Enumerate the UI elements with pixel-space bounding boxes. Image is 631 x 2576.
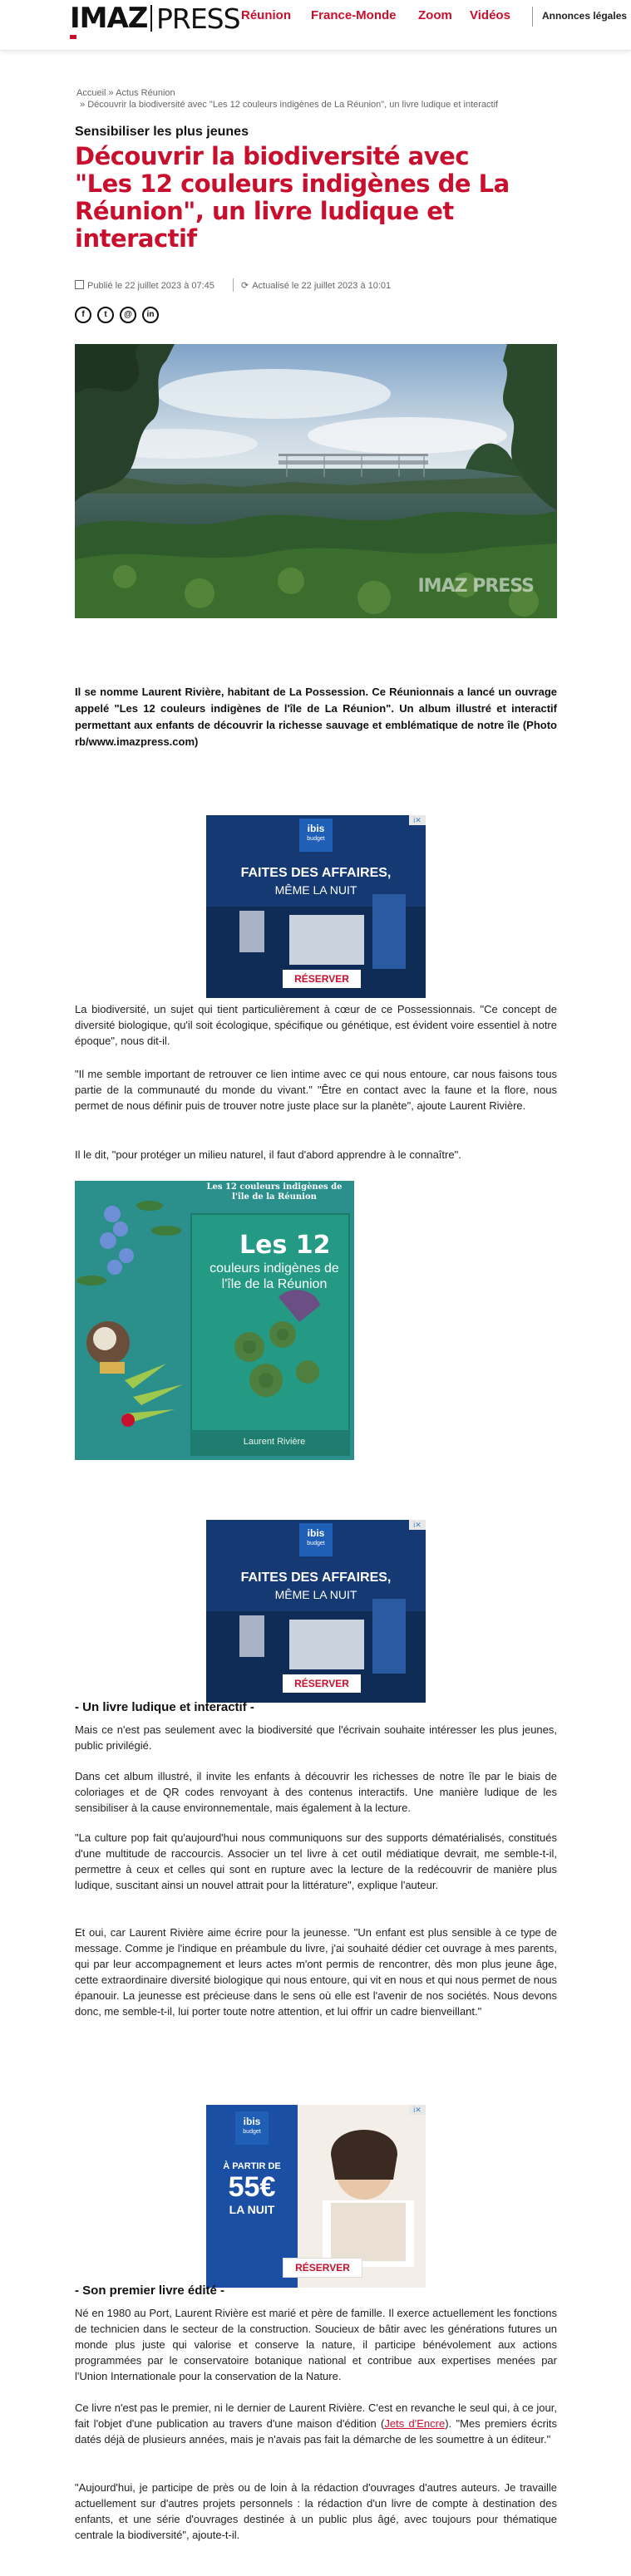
ad-banner-1[interactable] bbox=[206, 815, 426, 998]
ad-brand-sub: budget bbox=[243, 2129, 261, 2135]
ad-promo bbox=[206, 2161, 298, 2216]
facebook-share-icon[interactable]: f bbox=[75, 307, 91, 323]
ibis-logo bbox=[299, 819, 333, 852]
calendar-icon bbox=[75, 280, 84, 289]
ibis-logo bbox=[235, 2111, 269, 2145]
linkedin-share-icon[interactable]: in bbox=[142, 307, 159, 323]
meta-divider bbox=[233, 278, 234, 292]
updated-date: Actualisé le 22 juillet 2023 à 10:01 bbox=[252, 281, 392, 291]
article-paragraph: Et oui, car Laurent Rivière aime écrire pour la jeunesse. "Un enfant est plus sensible à ce type de message. Comme je l'indique en préambule du livre, j'ai souhaité dédier cet ouvrage à mes parents, qui par leur accompagnement et leurs actes m'ont permis de rencontrer, dès mon plus jeune âge, cette extraordinaire diversité biologique qui nous entoure, qui vit en nous et qui nous permet de nous épanouir. La jeunesse est précieuse dans le sens où elle est l'avenir de nos sociétés. Nous devons donc, me semble-t-il, lui porter toute notre attention, et lui offrir un cadre bienveillant." bbox=[75, 1926, 557, 2018]
ad-line-1: FAITES DES AFFAIRES, bbox=[240, 1571, 392, 1585]
breadcrumb-home[interactable]: Accueil bbox=[76, 88, 106, 98]
image-watermark: IMAZ PRESS bbox=[417, 576, 534, 597]
ad-promo-price: 55€ bbox=[228, 2171, 276, 2203]
ad-brand: ibis bbox=[307, 823, 325, 834]
section-title: - Un livre ludique et interactif - bbox=[75, 1700, 254, 1714]
ad-banner-2[interactable] bbox=[206, 1520, 426, 1703]
breadcrumb-separator: » bbox=[108, 88, 116, 98]
ad-choices-icon[interactable]: i✕ bbox=[409, 2105, 426, 2115]
breadcrumb-separator: » bbox=[80, 100, 88, 110]
ad-banner-3[interactable] bbox=[206, 2105, 426, 2288]
article-meta bbox=[75, 280, 392, 291]
ibis-logo bbox=[299, 1523, 333, 1556]
book-title: couleurs indigènes de l'île de la Réunion bbox=[210, 1261, 339, 1291]
ad-brand-sub: budget bbox=[307, 836, 325, 842]
article-lead: Il se nomme Laurent Rivière, habitant de La Possession. Ce Réunionnais a lancé un ouvrage appelé "Les 12 couleurs indigènes de l'île de La Réunion". Un album illustré et interactif permettant aux enfants de découvrir la richesse sauvage et emblématique de notre île (Photo rb/www.imazpress.com) bbox=[75, 686, 557, 748]
article-paragraph: "Il me semble important de retrouver ce lien intime avec ce qui nous entoure, car nous faisons tous partie de la communauté du monde du vivant." "Être en contact avec la faune et la flore, nous permet de nous définir puis de trouver notre juste place sur la planète", ajoute Laurent Rivière. bbox=[75, 1068, 557, 1112]
nav-reunion[interactable]: Réunion bbox=[241, 8, 291, 22]
section-title: - Son premier livre édité - bbox=[75, 2283, 225, 2298]
nav-zoom[interactable]: Zoom bbox=[418, 8, 452, 22]
logo-press: PRESS bbox=[156, 2, 240, 35]
breadcrumb-section[interactable]: Actus Réunion bbox=[116, 88, 175, 98]
nav-annonces-legales[interactable]: Annonces légales bbox=[542, 10, 628, 22]
site-logo[interactable] bbox=[70, 2, 240, 35]
book-cover-image bbox=[75, 1181, 354, 1460]
book-title-number: Les 12 bbox=[239, 1231, 331, 1260]
ad-brand: ibis bbox=[307, 1527, 325, 1539]
breadcrumb-current: Découvrir la biodiversité avec "Les 12 couleurs indigènes de La Réunion", un livre ludique et interactif bbox=[87, 100, 499, 110]
breadcrumb bbox=[76, 87, 499, 110]
ad-promo-suffix: LA NUIT bbox=[229, 2203, 275, 2216]
article-paragraph bbox=[75, 2400, 557, 2447]
ad-choices-icon[interactable]: i✕ bbox=[409, 1520, 426, 1530]
logo-imaz: IMAZ bbox=[70, 2, 148, 35]
ad-choices-icon[interactable]: i✕ bbox=[409, 815, 426, 825]
published-date: Publié le 22 juillet 2023 à 07:45 bbox=[87, 281, 214, 291]
ad-reserve-button[interactable]: RÉSERVER bbox=[283, 1674, 361, 1693]
ad-reserve-button[interactable]: RÉSERVER bbox=[283, 970, 361, 988]
book-cover-art bbox=[75, 1181, 354, 1460]
article-hero-image bbox=[75, 344, 557, 618]
ad-headline bbox=[206, 1570, 426, 1603]
publisher-link[interactable]: Jets d'Encre bbox=[384, 2417, 446, 2430]
nav-divider bbox=[532, 7, 533, 27]
email-share-icon[interactable]: @ bbox=[120, 307, 136, 323]
ad-promo-prefix: À PARTIR DE bbox=[223, 2161, 281, 2171]
article-paragraph: La biodiversité, un sujet qui tient particulièrement à cœur de ce Possessionnais. "Ce concept de diversité biologique, qu'il soit écologique, spécifique ou génétique, est évident voire essentiel à notre époque", nous dit-il. bbox=[75, 1003, 557, 1047]
logo-separator bbox=[150, 5, 152, 32]
ad-reserve-button[interactable]: RÉSERVER bbox=[283, 2258, 362, 2278]
nav-france-monde[interactable]: France-Monde bbox=[311, 8, 397, 22]
book-header: Les 12 couleurs indigènes de l'île de la Réunion bbox=[206, 1182, 343, 1202]
nav-videos[interactable]: Vidéos bbox=[470, 8, 510, 22]
ad-line-1: FAITES DES AFFAIRES, bbox=[240, 866, 392, 880]
article-title: Découvrir la biodiversité avec "Les 12 couleurs indigènes de La Réunion", un livre ludique et interactif bbox=[75, 142, 510, 253]
paragraph-text: Ce livre n'est pas le premier, ni le dernier de Laurent Rivière. C'est en revanche le seul qui, à ce jour, fait l'objet d'une publication au travers d'une maison d'édition ( bbox=[75, 2401, 557, 2430]
logo-accent bbox=[70, 35, 76, 39]
twitter-share-icon[interactable]: t bbox=[97, 307, 114, 323]
ad-headline bbox=[206, 865, 426, 898]
ad-line-2: MÊME LA NUIT bbox=[274, 1588, 357, 1601]
article-paragraph: Mais ce n'est pas seulement avec la biodiversité que l'écrivain souhaite intéresser les plus jeunes, public privilégié. bbox=[75, 1723, 557, 1752]
paragraph-text: ). "Mes premiers écrits datés déjà de plusieurs années, mais je n'avais pas fait la démarche de les soumettre à un éditeur." bbox=[75, 2417, 557, 2446]
site-header bbox=[0, 0, 631, 51]
book-author: Laurent Rivière bbox=[243, 1437, 306, 1447]
ad-brand: ibis bbox=[243, 2116, 261, 2127]
article-paragraph: Il le dit, "pour protéger un milieu naturel, il faut d'abord apprendre à le connaître". bbox=[75, 1148, 461, 1161]
ad-brand-sub: budget bbox=[307, 1541, 325, 1546]
article-paragraph: Dans cet album illustré, il invite les enfants à découvrir les richesses de notre île par le biais de coloriages et de QR codes renvoyant à des contenus interactifs. Une manière ludique de les sensibiliser à la cause environnementale, mais également à la lecture. bbox=[75, 1770, 557, 1814]
article-paragraph: Né en 1980 au Port, Laurent Rivière est marié et père de famille. Il exerce actuellement les fonctions de technicien dans le secteur de la construction. Soucieux de bâtir avec les générations futures un monde plus juste qui valorise et conserve la nature, il participe bénévolement aux actions programmées par le conservatoire botanique national et contribue aux expertises menées par l'Union Internationale pour la conservation de la Nature. bbox=[75, 2307, 557, 2382]
refresh-icon: ⟳ bbox=[241, 281, 249, 291]
ad-line-2: MÊME LA NUIT bbox=[274, 883, 357, 897]
article-paragraph: "Aujourd'hui, je participe de près ou de loin à la rédaction d'ouvrages d'autres auteurs. Je travaille actuellement sur d'autres projets personnels : la rédaction d'un livre de compte à destination des enfants, et une série d'ouvrages destinée à un public plus âgé, avec toujours pour thématique centrale la biodiversité", ajoute-t-il. bbox=[75, 2481, 557, 2541]
article-paragraph: "La culture pop fait qu'aujourd'hui nous communiquons sur des supports dématérialisés, constitués d'une multitude de raccourcis. Associer un tel livre à cet outil médiatique devrait, me semble-t-il, permettre à ceux et celles qui sont en rupture avec la lecture de la redécouvrir de manière plus ludique, suscitant ainsi un nouvel attrait pour la littérature", explique l'auteur. bbox=[75, 1831, 557, 1891]
article-kicker: Sensibiliser les plus jeunes bbox=[75, 125, 249, 139]
